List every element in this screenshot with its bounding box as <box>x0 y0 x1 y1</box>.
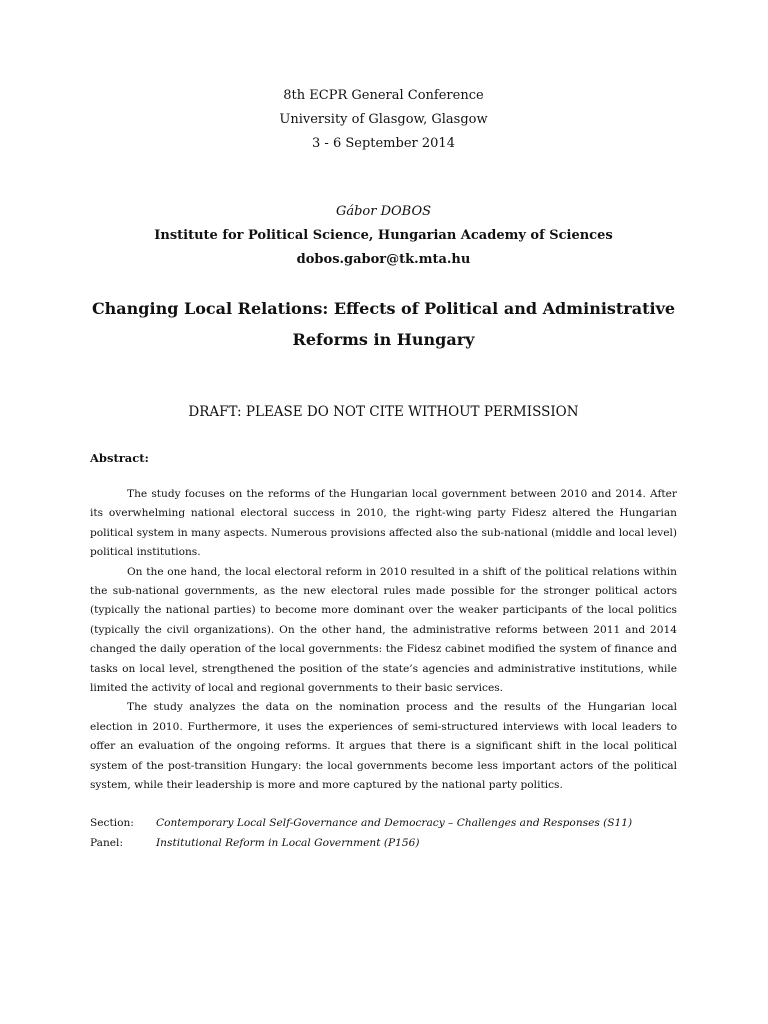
paper-metadata <box>90 813 677 853</box>
conference-venue: University of Glasgow, Glasgow <box>279 112 488 127</box>
author-name: Gábor DOBOS <box>335 204 432 219</box>
panel-row <box>90 833 677 853</box>
author-email: dobos.gabor@tk.mta.hu <box>296 252 471 267</box>
document-page <box>90 0 677 1024</box>
panel-label: Panel: <box>90 837 124 849</box>
section-row <box>90 813 677 833</box>
paper-title-line-2: Reforms in Hungary <box>292 330 475 349</box>
abstract-body <box>90 485 677 796</box>
panel-value: Institutional Reform in Local Government (P156) <box>156 837 420 849</box>
abstract-paragraph: The study focuses on the reforms of the Hungarian local government between 2010 and 2014. After its overwhelming national electoral success in 2010, the right-wing party Fidesz altered the Hungarian political system in many aspects. Numerous provisions affected also the sub-national (middle and local level) political institutions. <box>90 488 677 559</box>
paper-title-line-1: Changing Local Relations: Effects of Political and Administrative <box>91 299 676 318</box>
section-value: Contemporary Local Self-Governance and Democracy – Challenges and Responses (S11) <box>156 817 633 829</box>
section-label: Section: <box>90 817 134 829</box>
draft-notice: DRAFT: PLEASE DO NOT CITE WITHOUT PERMISSION <box>188 404 579 420</box>
paper-title <box>90 293 677 355</box>
author-institution: Institute for Political Science, Hungarian Academy of Sciences <box>154 228 613 243</box>
abstract-paragraph: The study analyzes the data on the nomination process and the results of the Hungarian local election in 2010. Furthermore, it uses the experiences of semi-structured interviews with local leaders to offer an evaluation of the ongoing reforms. It argues that there is a significant shift in the local political system of the post-transition Hungary: the local governments become less important actors of the political system, while their leadership is more and more captured by the national party politics. <box>90 701 677 792</box>
conference-dates: 3 - 6 September 2014 <box>312 136 455 151</box>
conference-info <box>90 84 677 156</box>
abstract-paragraph: On the one hand, the local electoral reform in 2010 resulted in a shift of the political relations within the sub-national governments, as the new electoral rules made possible for the stronger political actors (typically the national parties) to become more dominant over the weaker participants of the local politics (typically the civil organizations). On the other hand, the administrative reforms between 2011 and 2014 changed the daily operation of the local governments: the Fidesz cabinet modified the system of finance and tasks on local level, strengthened the position of the state’s agencies and administrative institutions, while limited the activity of local and regional governments to their basic services. <box>90 565 677 695</box>
abstract-label: Abstract: <box>90 451 149 465</box>
author-info <box>90 200 677 272</box>
conference-name: 8th ECPR General Conference <box>283 88 484 103</box>
